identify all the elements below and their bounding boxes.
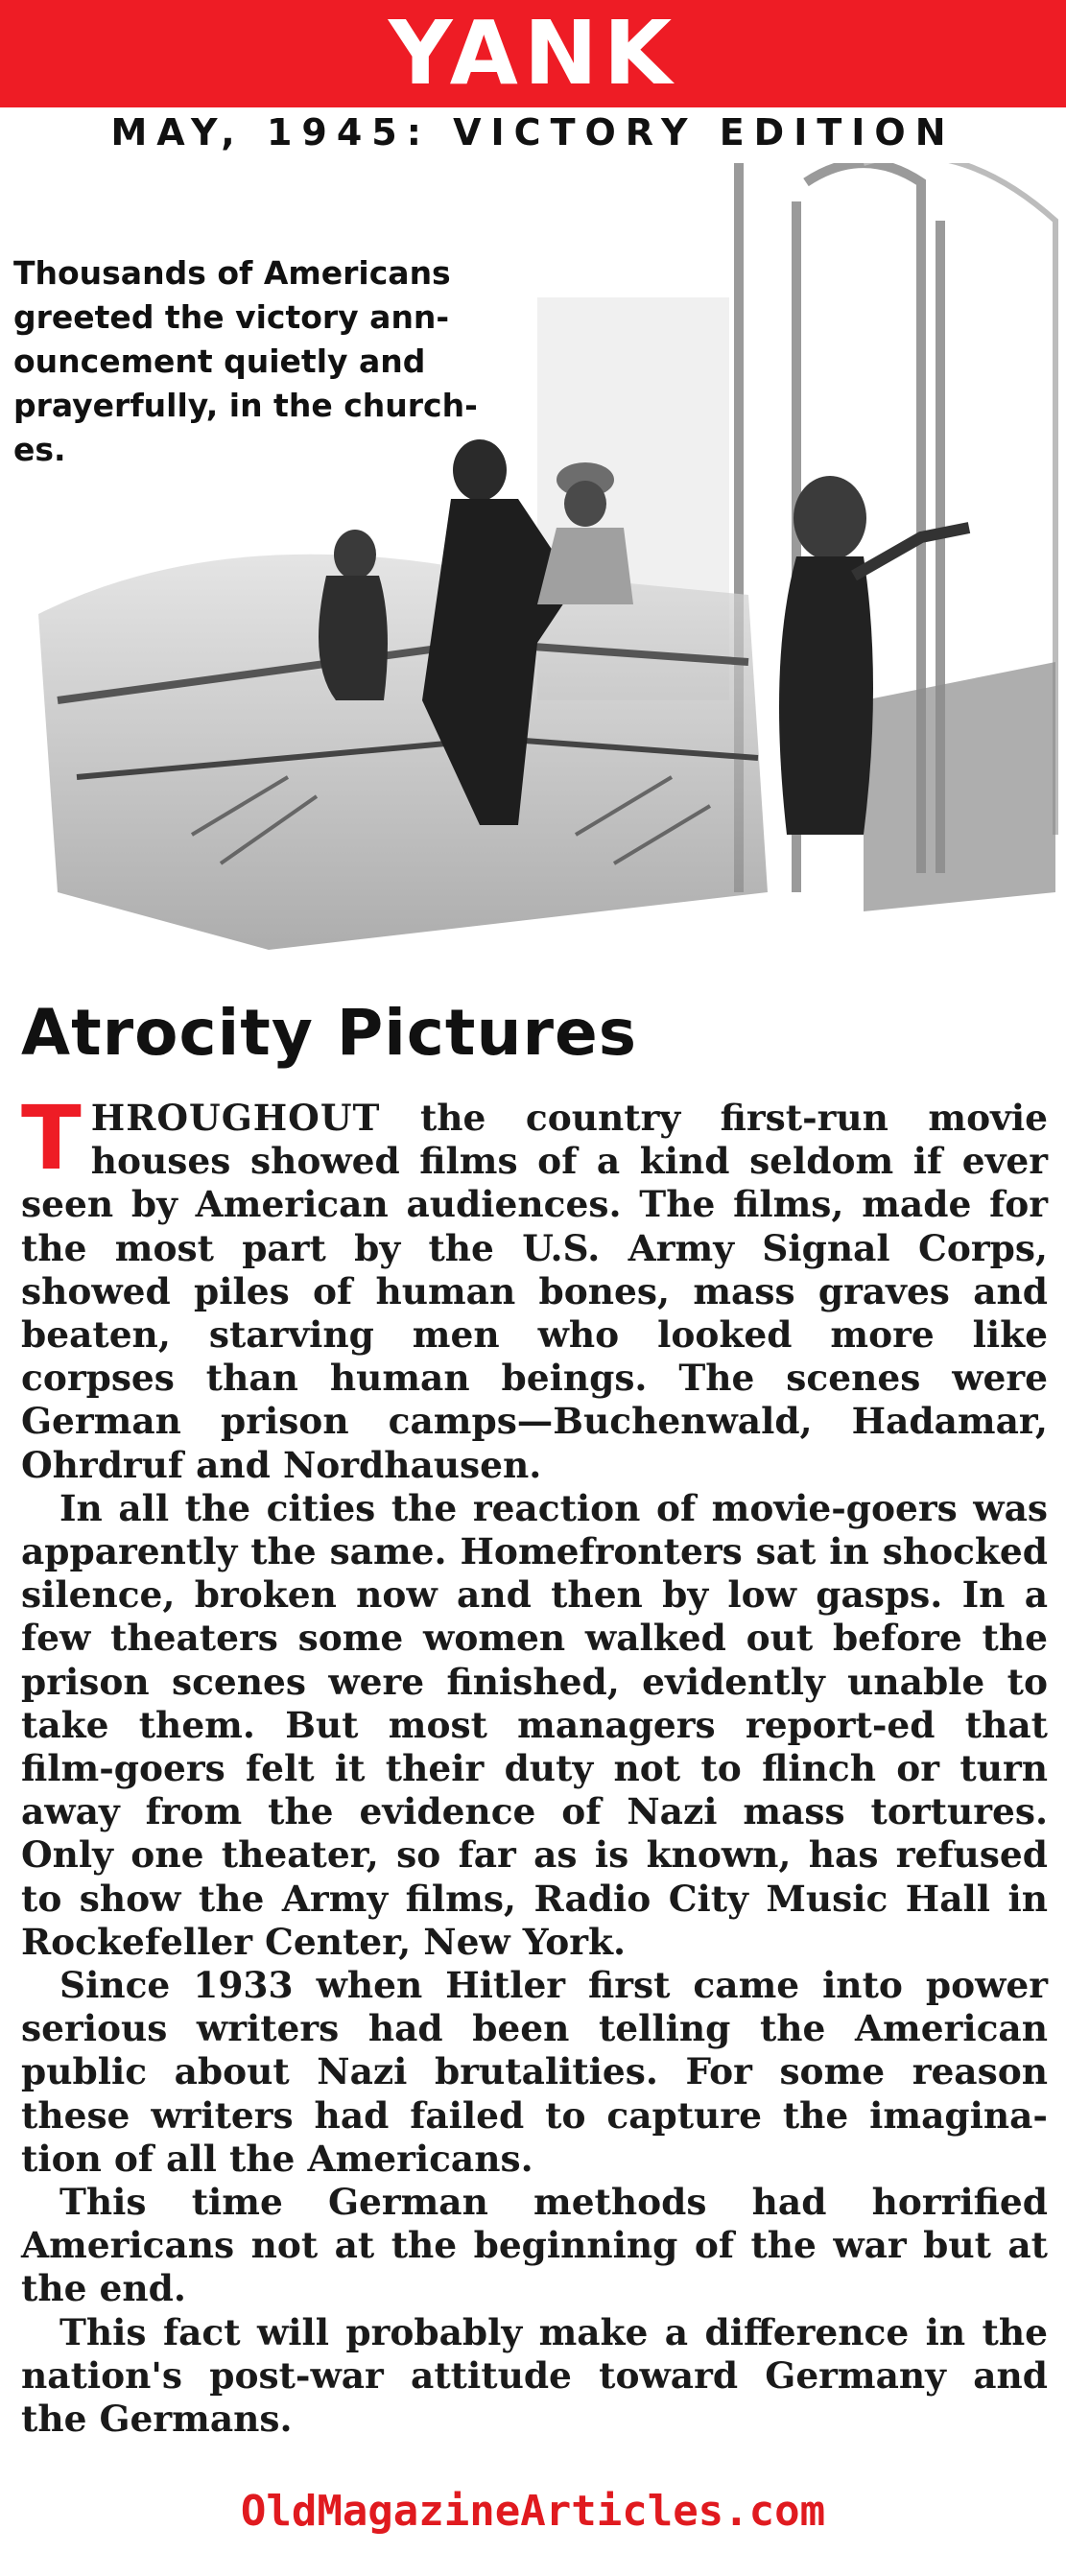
source-watermark: OldMagazineArticles.com [240, 2487, 826, 2536]
masthead-title: YANK [388, 2, 678, 105]
article-paragraph [21, 1087, 1048, 1487]
lead-smallcaps: HROUGHOUT [90, 1097, 381, 1139]
edition-line: MAY, 1945: VICTORY EDITION [110, 111, 956, 154]
article-paragraph: Since 1933 when Hitler first came into power serious writers had been telling the American public about Nazi brutalities. For some reason these writers had failed to capture the imagina-tion of all the Americans. [21, 1964, 1048, 2180]
article-body [21, 1087, 1048, 2441]
article-headline: Atrocity Pictures [21, 996, 638, 1070]
paragraph-text: the country first-run movie houses showed films of a kind seldom if ever seen by American audiences. The films, made for the most part by the U.S. Army Signal Corps, showed piles of human bones, mass graves and beaten, starving men who looked more like corpses than human beings. The scenes were German prison camps—Buchenwald, Hadamar, Ohrdruf and Nordhausen. [21, 1097, 1048, 1486]
article-paragraph: This time German methods had horrified Americans not at the beginning of the war but at the end. [21, 2181, 1048, 2310]
illustration-caption: Thousands of Americans greeted the victory ann-ouncement quietly and prayerfully, in the church-es. [13, 254, 478, 468]
article-paragraph: This fact will probably make a difference in the nation's post-war attitude toward Germany and the Germans. [21, 2310, 1048, 2441]
article-paragraph: In all the cities the reaction of movie-goers was apparently the same. Homefronters sat in shocked silence, broken now and then by low gasps. In a few theaters some women walked out before the prison scenes were finished, evidently unable to take them. But most managers report-ed that film-goers felt it their duty not to flinch or turn away from the evidence of Nazi mass tortures. Only one theater, so far as is known, has refused to show the Army films, Radio City Music Hall in Rockefeller Center, New York. [21, 1486, 1048, 1963]
drop-cap: T [21, 1087, 82, 1190]
